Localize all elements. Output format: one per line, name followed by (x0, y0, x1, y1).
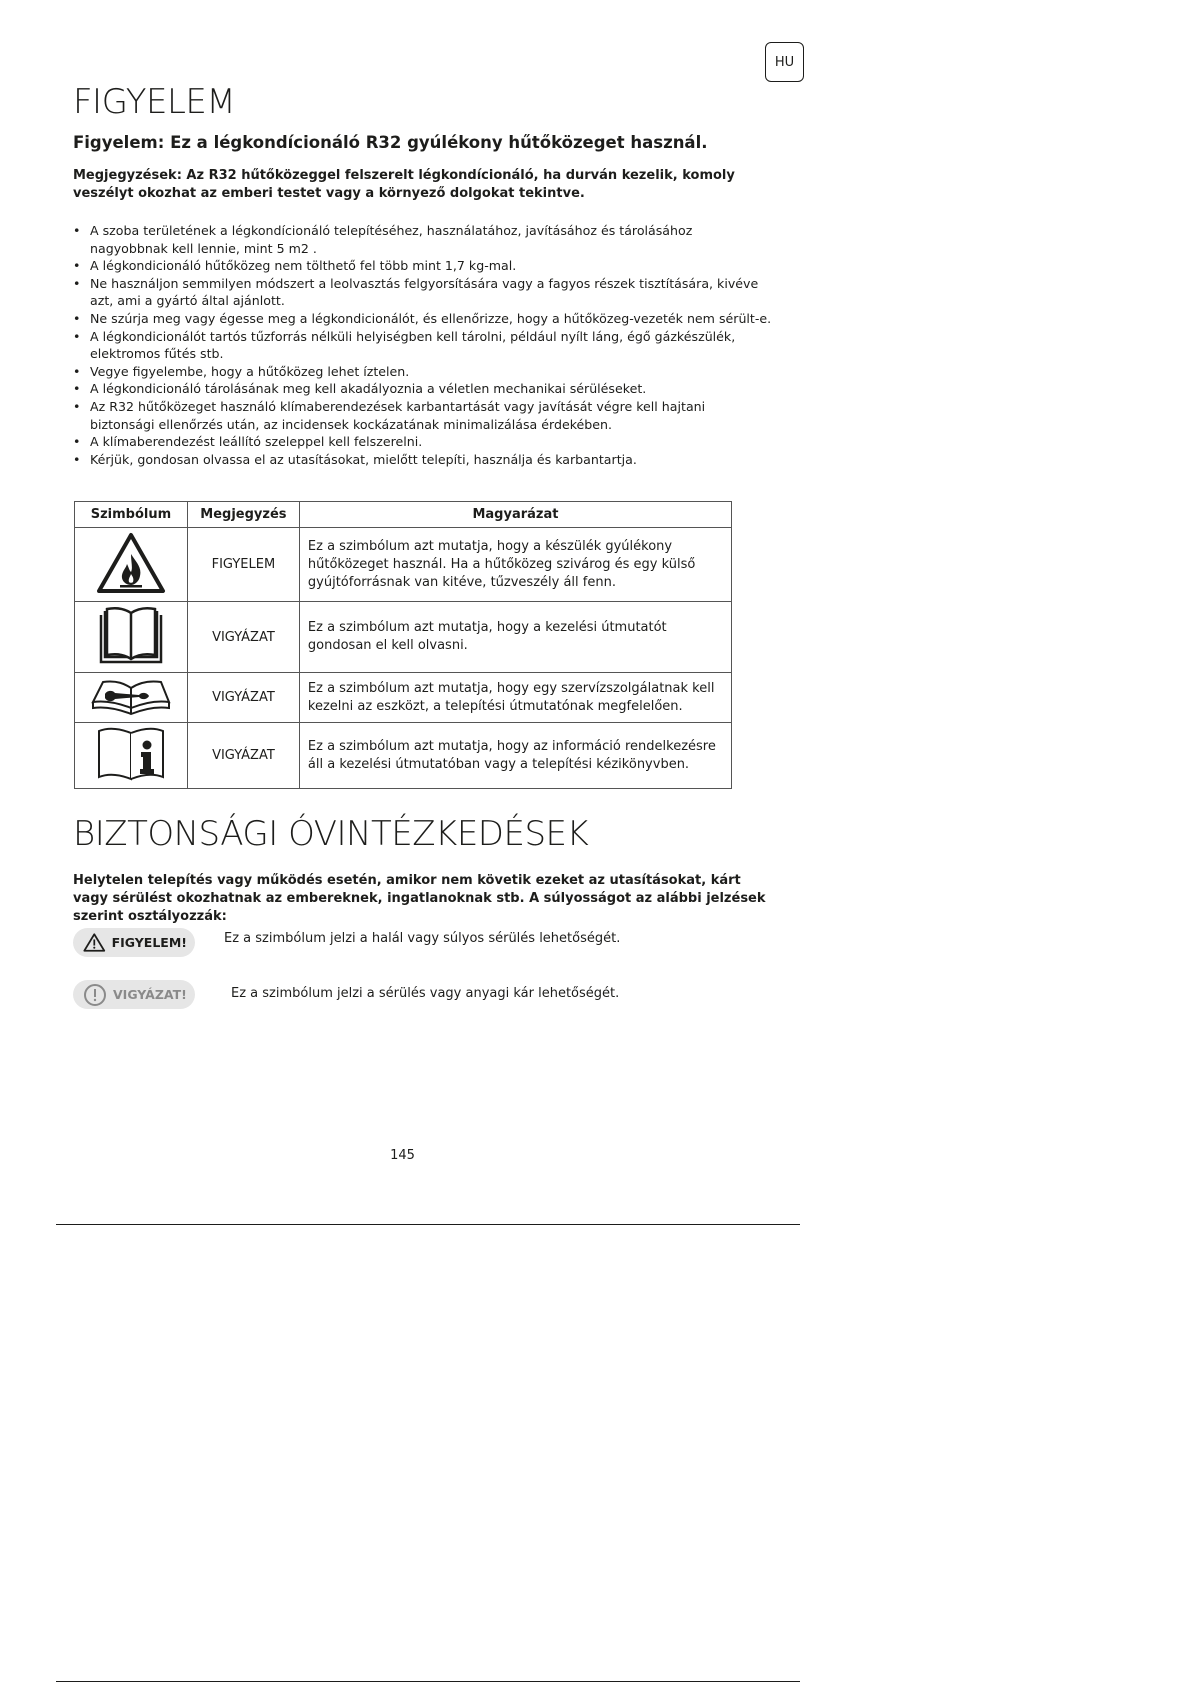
list-item: • Az R32 hűtőközeget használó klímaberendezések karbantartását vagy javítását végre kell hajtani biztonsági ellenőrzés után, az incidensek kockázatának minimalizálása érdekében. (73, 398, 773, 433)
list-item: • A klímaberendezést leállító szeleppel kell felszerelni. (73, 433, 773, 451)
table-row (75, 602, 732, 673)
page-number: 145 (390, 1148, 415, 1163)
page-title: FIGYELEM (73, 82, 236, 122)
list-item: • Ne használjon semmilyen módszert a leolvasztás felgyorsítására vagy a fagyos részek tisztítására, kivéve azt, ami a gyártó által ajánlott. (73, 275, 773, 310)
note-cell: VIGYÁZAT (187, 673, 299, 723)
intro-paragraph: Helytelen telepítés vagy működés esetén, amikor nem követik ezeket az utasításokat, kárt vagy sérülést okozhatnak az embereknek, ingatlanoknak stb. A súlyosságot az alábbi jelzések szerint osztályozzák: (73, 873, 766, 924)
explanation-cell: Ez a szimbólum azt mutatja, hogy az információ rendelkezésre áll a kezelési útmutatóban vagy a telepítési kézikönyvben. (299, 723, 731, 789)
warning-triangle-icon (83, 931, 106, 954)
section-title: BIZTONSÁGI ÓVINTÉZKEDÉSEK (73, 814, 589, 854)
table-row (75, 723, 732, 789)
symbol-cell (75, 673, 188, 723)
note-cell: VIGYÁZAT (187, 723, 299, 789)
caution-pill (73, 980, 195, 1009)
list-item: • A légkondicionáló tárolásának meg kell akadályoznia a véletlen mechanikai sérüléseket. (73, 380, 773, 398)
list-item: • Ne szúrja meg vagy égesse meg a légkondicionálót, és ellenőrizze, hogy a hűtőközeg-vezeték nem sérült-e. (73, 310, 773, 328)
symbol-cell (75, 723, 188, 789)
warning-subtitle: Figyelem: Ez a légkondícionáló R32 gyúlékony hűtőközeget használ. (73, 133, 708, 152)
list-item: • A légkondicionáló hűtőközeg nem tölthető fel több mint 1,7 kg-mal. (73, 257, 773, 275)
table-row (75, 528, 732, 602)
divider (56, 1681, 800, 1682)
list-item: • Vegye figyelembe, hogy a hűtőközeg lehet íztelen. (73, 363, 773, 381)
explanation-cell: Ez a szimbólum azt mutatja, hogy a készülék gyúlékony hűtőközeget használ. Ha a hűtőközeg szivárog és egy külső gyújtóforrásnak van kitéve, tűzveszély áll fenn. (299, 528, 731, 602)
symbol-table (74, 501, 732, 789)
symbol-cell (75, 528, 188, 602)
column-header-explanation: Magyarázat (299, 502, 731, 528)
table-header-row (75, 502, 732, 528)
explanation-cell: Ez a szimbólum azt mutatja, hogy a kezelési útmutatót gondosan el kell olvasni. (299, 602, 731, 673)
divider (56, 1224, 800, 1225)
column-header-symbol: Szimbólum (75, 502, 188, 528)
safety-bullet-list (73, 222, 773, 468)
column-header-note: Megjegyzés (187, 502, 299, 528)
language-badge: HU (765, 42, 804, 82)
list-item: • Kérjük, gondosan olvassa el az utasításokat, mielőtt telepíti, használja és karbantartja. (73, 451, 773, 469)
note-paragraph: Megjegyzések: Az R32 hűtőközeggel felszerelt légkondícionáló, ha durván kezelik, komoly veszélyt okozhat az emberi testet vagy a környező dolgokat tekintve. (73, 168, 735, 201)
flammable-warning-icon (96, 532, 166, 594)
caution-label: VIGYÁZAT! (113, 987, 187, 1002)
caution-description: Ez a szimbólum jelzi a sérülés vagy anyagi kár lehetőségét. (231, 986, 620, 1001)
read-manual-icon (97, 605, 165, 665)
service-manual-icon (89, 676, 173, 716)
warning-pill (73, 928, 195, 957)
warning-label: FIGYELEM! (111, 935, 187, 950)
symbol-cell (75, 602, 188, 673)
exclamation-circle-icon (83, 983, 107, 1007)
warning-description: Ez a szimbólum jelzi a halál vagy súlyos sérülés lehetőségét. (224, 931, 621, 946)
list-item: • A légkondicionálót tartós tűzforrás nélküli helyiségben kell tárolni, például nyílt láng, égő gázkészülék, elektromos fűtés stb. (73, 328, 773, 363)
list-item: • A szoba területének a légkondícionáló telepítéséhez, használatához, javításához és tárolásához nagyobbnak kell lennie, mint 5 m2 . (73, 222, 773, 257)
explanation-cell: Ez a szimbólum azt mutatja, hogy egy szervízszolgálatnak kell kezelni az eszközt, a telepítési útmutatónak megfelelően. (299, 673, 731, 723)
note-cell: FIGYELEM (187, 528, 299, 602)
table-row (75, 673, 732, 723)
note-cell: VIGYÁZAT (187, 602, 299, 673)
info-manual-icon (95, 725, 167, 783)
